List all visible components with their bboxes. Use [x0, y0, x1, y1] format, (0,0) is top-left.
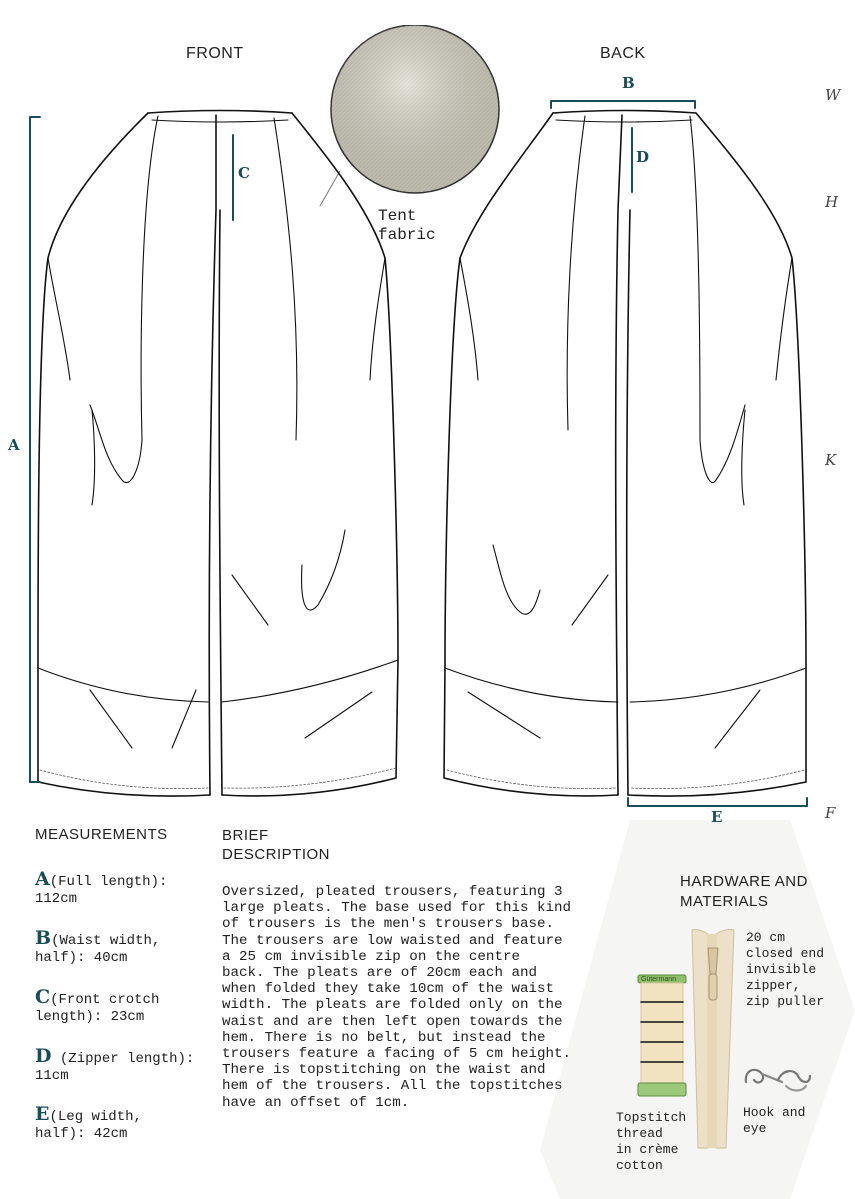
dimension-letter-d: D — [636, 148, 650, 166]
measurement-letter: B — [35, 927, 52, 949]
hook-and-eye-description: Hook and eye — [743, 1105, 806, 1136]
side-label-hip: H — [825, 193, 839, 211]
brief-description-text: Oversized, pleated trousers, featuring 3 large pleats. The base used for this kind of trousers is the men's trousers base. The trousers are low waisted and feature a 25 cm invisible zip on the centre back. The pleats are of 20cm each and when folded they take 10cm of the waist width. The pleats are folded only on the waist and are then left open towards the hem. There is no belt, but instead the trousers feature a facing of 5 cm height. There is topstitching on the waist and hem of the trousers. All the topstitches have an offset of 1cm. — [222, 884, 572, 1111]
measurement-text: (Zipper length): 11cm — [35, 1051, 195, 1084]
measurement-b — [35, 927, 220, 967]
fabric-label: Tent fabric — [378, 207, 436, 244]
back-view-title: BACK — [600, 45, 646, 62]
hook-and-eye-image — [742, 1060, 814, 1096]
dimension-letter-b: B — [622, 74, 635, 92]
measurements-heading: MEASUREMENTS — [35, 826, 168, 843]
measurement-text: (Front crotch length): 23cm — [35, 992, 160, 1025]
side-label-floor: F — [825, 804, 836, 822]
front-view-drawing — [38, 111, 398, 797]
front-view-title: FRONT — [186, 45, 244, 62]
measurement-letter: D — [35, 1045, 52, 1067]
back-view-drawing — [444, 111, 806, 797]
measurement-c — [35, 986, 220, 1026]
measurement-letter: C — [35, 986, 51, 1008]
measurement-a — [35, 868, 220, 908]
measurement-e — [35, 1103, 220, 1143]
thread-spool-image — [636, 972, 688, 1102]
measurement-text: (Full length): 112cm — [35, 874, 168, 907]
measurement-text: (Waist width, half): 40cm — [35, 933, 161, 966]
measurement-d — [35, 1045, 220, 1085]
brief-description-heading: BRIEF DESCRIPTION — [222, 827, 331, 863]
side-label-knee: K — [825, 451, 837, 469]
dimension-letter-c: C — [238, 164, 250, 182]
zipper-image — [688, 926, 738, 1151]
side-label-waist: W — [825, 86, 841, 104]
measurement-letter: A — [35, 868, 50, 890]
dimension-letter-e: E — [711, 808, 723, 826]
dimension-letter-a: A — [8, 436, 20, 454]
measurement-text: (Leg width, half): 42cm — [35, 1109, 142, 1142]
thread-description: Topstitch thread in crème cotton — [616, 1110, 687, 1173]
zipper-description: 20 cm closed end invisible zipper, zip puller — [746, 930, 825, 1009]
measurement-letter: E — [35, 1103, 50, 1125]
hardware-heading: HARDWARE AND MATERIALS — [680, 873, 808, 910]
thread-brand-label: Gütermann — [641, 976, 677, 983]
